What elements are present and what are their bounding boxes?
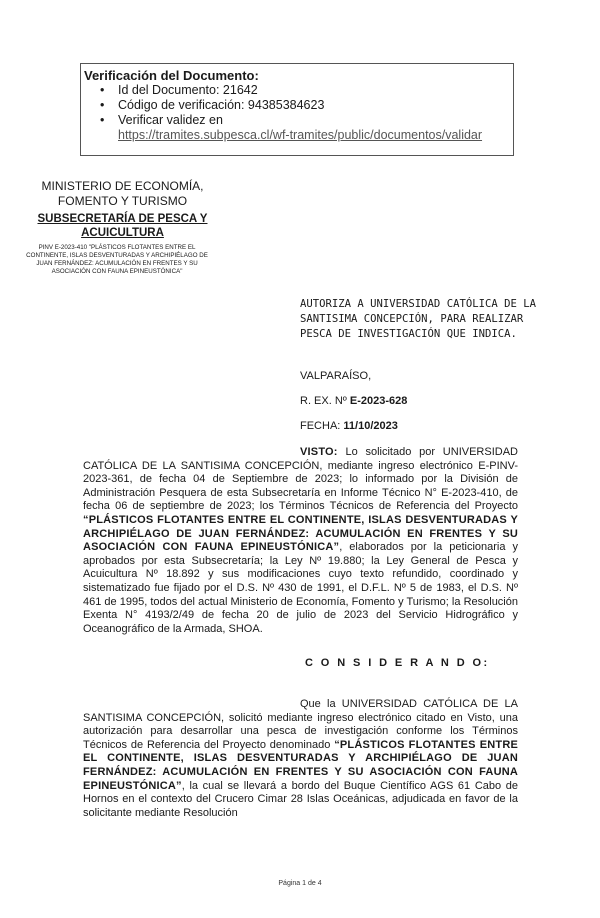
resolution-number (300, 395, 407, 407)
ministry-name: MINISTERIO DE ECONOMÍA, FOMENTO Y TURISMO (41, 179, 204, 208)
document-id: Id del Documento: 21642 (118, 83, 258, 97)
verification-code-item (90, 98, 510, 113)
bullet-icon: • (100, 113, 105, 127)
document-id-item (90, 83, 510, 98)
rex-number: E-2023-628 (349, 395, 408, 407)
page-number: Página 1 de 4 (278, 880, 322, 887)
considerando-paragraph (83, 698, 518, 820)
project-reference: PINV E-2023-410 "PLÁSTICOS FLOTANTES ENTRE EL CONTINENTE, ISLAS DESVENTURADAS Y ARCHIPIÉLAGO DE JUAN FERNÁNDEZ: ACUMULACIÓN EN FRENTES Y SU ASOCIACIÓN CON FAUNA EPINEUSTÓNICA" (26, 244, 208, 275)
rex-label: R. EX. Nº (300, 395, 347, 407)
considerando-text-2: , la cual se llevará a bordo del Buque Científico AGS 61 Cabo de Hornos en el contexto del Crucero Cimar 28 Islas Oceánicas, adjudicada en favor de la solicitante mediante Resolución (83, 779, 518, 819)
date-label: FECHA: (300, 420, 341, 432)
visto-paragraph (83, 446, 518, 636)
verification-list (90, 83, 510, 143)
verify-item (90, 113, 510, 143)
bullet-icon: • (100, 98, 105, 112)
verify-link[interactable]: https://tramites.subpesca.cl/wf-tramites/public/documentos/validar (118, 128, 483, 142)
resolution-summary: AUTORIZA A UNIVERSIDAD CATÓLICA DE LA SANTISIMA CONCEPCIÓN, PARA REALIZAR PESCA DE INVESTIGACIÓN QUE INDICA. (300, 298, 536, 340)
visto-text-1: Lo solicitado por UNIVERSIDAD CATÓLICA DE LA SANTISIMA CONCEPCIÓN, mediante ingreso electrónico E-PINV-2023-361, de fecha 04 de Septiembre de 2023; lo informado por la División de Administración Pesquera de esta Subsecretaría en Informe Técnico N° E-2023-410, de fecha 06 de septiembre de 2023; los Términos Técnicos de Referencia del Proyecto (83, 446, 518, 513)
subsecretaria-name: SUBSECRETARÍA DE PESCA Y ACUICULTURA (37, 213, 208, 239)
verification-title: Verificación del Documento: (84, 68, 259, 83)
verify-label: Verificar validez en (118, 113, 223, 127)
considerando-heading: C O N S I D E R A N D O: (305, 657, 490, 669)
visto-text-2: , elaborados por la peticionaria y aprobados por esta Subsecretaría; la Ley Nº 19.880; la Ley General de Pesca y Acuicultura Nº 18.892 y sus modificaciones cuyo texto refundido, coordinado y sistematizado fue fijado por el D.S. Nº 430 de 1991, el D.F.L. Nº 5 de 1983, el D.S. Nº 461 de 1995, todos del actual Ministerio de Economía, Fomento y Turismo; la Resolución Exenta N° 4193/2/49 de fecha 20 de julio de 2023 del Servicio Hidrográfico y Oceanográfico de la Armada, SHOA. (83, 541, 519, 635)
city: VALPARAÍSO, (300, 370, 372, 382)
considerando-text-1: Que la UNIVERSIDAD CATÓLICA DE LA SANTISIMA CONCEPCIÓN, solicitó mediante ingreso electrónico citado en Visto, una autorización para desarrollar una pesca de investigación conforme los Términos Técnicos de Referencia del Proyecto denominado (83, 698, 518, 751)
date-value: 11/10/2023 (343, 420, 398, 432)
bullet-icon: • (100, 83, 105, 97)
verification-code: Código de verificación: 94385384623 (118, 98, 325, 112)
visto-label: VISTO: (300, 446, 338, 458)
resolution-date (300, 420, 398, 432)
considerando-project: “PLÁSTICOS FLOTANTES ENTRE EL CONTINENTE, ISLAS DESVENTURADAS Y ARCHIPIÉLAGO DE JUAN FERNÁNDEZ: ACUMULACIÓN EN FRENTES Y SU ASOCIACIÓN CON FAUNA EPINEUSTÓNICA” (83, 738, 518, 792)
visto-project: “PLÁSTICOS FLOTANTES ENTRE EL CONTINENTE, ISLAS DESVENTURADAS Y ARCHIPIÉLAGO DE JUAN FERNÁNDEZ: ACUMULACIÓN EN FRENTES Y SU ASOCIACIÓN CON FAUNA EPINEUSTÓNICA” (83, 513, 518, 554)
